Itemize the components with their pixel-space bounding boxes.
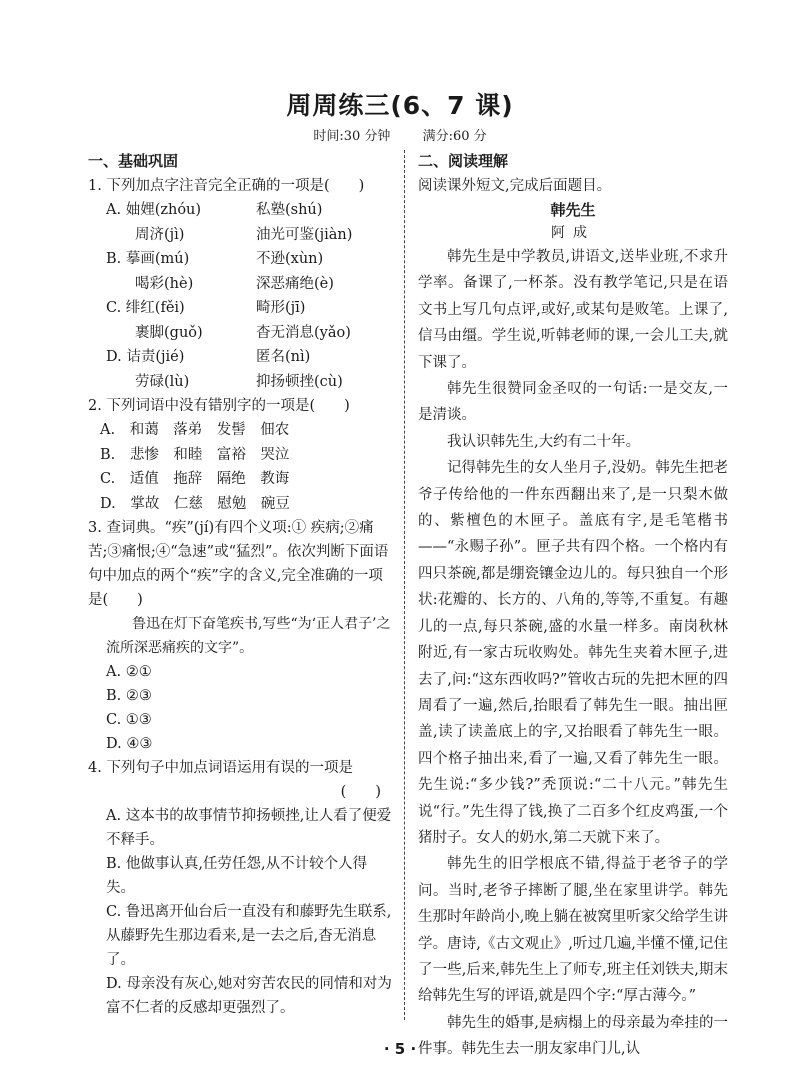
q1-option-cell: B. 摹画(mú) (106, 251, 190, 267)
q1-option-cell: 匿名(nì) (256, 349, 311, 365)
question-3-quote: 鲁迅在灯下奋笔疾书,写些“为‘正人君子’之流所深恶痛疾的文字”。 (106, 616, 391, 656)
q2-option: A. 和蔼 落弟 发髻 佃农 (100, 422, 290, 438)
q1-option-cell: A. 妯娌(zhóu) (106, 202, 202, 218)
q1-option-cell: 不逊(xùn) (256, 251, 324, 267)
question-1 (88, 174, 393, 394)
question-3 (88, 516, 393, 756)
q4-option: B. 他做事认真,任劳任怨,从不计较个人得失。 (106, 856, 368, 896)
q1-option-cell: C. 绯红(fěi) (106, 300, 185, 316)
q2-option: D. 掌故 仁慈 慰勉 碗豆 (100, 495, 290, 512)
q1-option-cell: 劳碌(lù) (106, 373, 190, 390)
section-reading-head: 二、阅读理解 (418, 152, 509, 170)
story-title: 韩先生 (550, 201, 596, 219)
q2-option: C. 适值 拖辞 隔绝 教诲 (100, 471, 290, 487)
left-column (88, 150, 393, 1020)
q3-option: C. ①③ (106, 712, 152, 728)
story-paragraph: 韩先生的旧学根底不错,得益于老爷子的学问。当时,老爷子摔断了腿,坐在家里讲学。韩先生那时年龄尚小,晚上躺在被窝里听家父给学生讲学。唐诗,《古文观止》,听过几遍,半懂不懂,记住了一些,后来,韩先生上了师专,班主任刘铁夫,期末给韩先生写的评语,就是四个字:“厚古薄今。” (418, 856, 728, 1005)
q1-option-cell: 裹脚(guǒ) (106, 324, 203, 341)
time-limit: 时间:30 分钟 (313, 129, 391, 144)
q4-option: C. 鲁迅离开仙台后一直没有和藤野先生联系,从藤野先生那边看来,是一去之后,杳无消息了。 (106, 904, 392, 968)
question-4 (88, 756, 393, 1020)
question-2 (88, 394, 393, 516)
story-paragraph: 韩先生的婚事,是病榻上的母亲最为牵挂的一件事。韩先生去一朋友家串门儿,认 (418, 1014, 728, 1058)
exam-info (0, 125, 800, 144)
q1-option-cell: 杳无消息(yǎo) (256, 324, 351, 341)
q2-option: B. 悲惨 和睦 富裕 哭泣 (100, 446, 290, 463)
q1-option-cell: 私塾(shú) (256, 202, 323, 218)
story-author: 阿成 (551, 225, 595, 241)
q4-option: A. 这本书的故事情节抑扬顿挫,让人看了便爱不释手。 (106, 808, 392, 848)
question-2-stem: 2. 下列词语中没有错别字的一项是( ) (88, 398, 350, 414)
q1-option-cell: 油光可鉴(jiàn) (256, 226, 353, 243)
q3-option: A. ②① (106, 664, 152, 680)
story-paragraph: 我认识韩先生,大约有二十年。 (447, 433, 641, 450)
question-1-stem: 1. 下列加点字注音完全正确的一项是( ) (88, 178, 365, 194)
q1-option-cell: 深恶痛绝(è) (256, 275, 334, 292)
q3-option: D. ④③ (106, 736, 153, 752)
q4-option: D. 母亲没有灰心,她对穷苦农民的同情和对为富不仁者的反感却更强烈了。 (106, 976, 392, 1016)
q1-option-cell: 抑扬顿挫(cù) (256, 373, 343, 390)
right-column (418, 150, 728, 1063)
question-1-options (88, 198, 393, 394)
question-3-stem: 3. 查词典。“疾”(jí)有四个义项:① 疾病;②痛苦;③痛恨;④“急速”或“猛烈”。依次判断下面语句中加点的两个“疾”字的含义,完全准确的一项是( ) (88, 520, 389, 608)
story-paragraph: 韩先生是中学教员,讲语文,送毕业班,不求升学率。备课了,一杯茶。没有教学笔记,只是在语文书上写几句点评,或好,或某句是败笔。上课了,信马由缰。学生说,听韩老师的课,一会儿工夫,就下课了。 (418, 249, 728, 371)
q1-option-cell: 喝彩(hè) (106, 275, 194, 292)
answer-paren: ( ) (340, 784, 381, 800)
q1-option-cell: D. 诘责(jié) (106, 349, 185, 365)
reading-intro: 阅读课外短文,完成后面题目。 (418, 178, 612, 194)
full-score: 满分:60 分 (422, 129, 487, 144)
section-basic-head: 一、基础巩固 (88, 152, 179, 170)
q1-option-cell: 畸形(jī) (256, 300, 306, 316)
page-title: 周周练三(6、7 课) (286, 91, 514, 120)
story-paragraph: 韩先生很赞同金圣叹的一句话:一是交友,一是清谈。 (418, 381, 728, 424)
question-4-stem: 4. 下列句子中加点词语运用有误的一项是 (88, 760, 353, 776)
q3-option: B. ②③ (106, 688, 152, 704)
page-number: · 5 · (383, 1040, 417, 1058)
story-paragraph: 记得韩先生的女人坐月子,没奶。韩先生把老爷子传给他的一件东西翻出来了,是一只梨木做的、紫檀色的木匣子。盖底有字,是毛笔楷书——“永赐子孙”。匣子共有四个格。一个格内有四只茶碗,都是绷瓷镶金边儿的。每只独自一个形状:花瓣的、长方的、八角的,等等,不重复。有趣儿的一点,每只茶碗,盛的水量一样多。南岗秋林附近,有一家古玩收购处。韩先生夹着木匣子,进去了,问:“这东西收吗?”管收古玩的先把木匣的四周看了一遍,然后,抬眼看了韩先生一眼。抽出匣盖,读了读盖底上的字,又抬眼看了韩先生一眼。四个格子抽出来,看了一遍,又看了韩先生一眼。先生说:“多少钱?”秃顶说:“二十八元。”韩先生说“行。”先生得了钱,换了二百多个红皮鸡蛋,一个猪肘子。女人的奶水,第二天就下来了。 (418, 460, 728, 846)
q1-option-cell: 周济(jì) (106, 226, 185, 243)
